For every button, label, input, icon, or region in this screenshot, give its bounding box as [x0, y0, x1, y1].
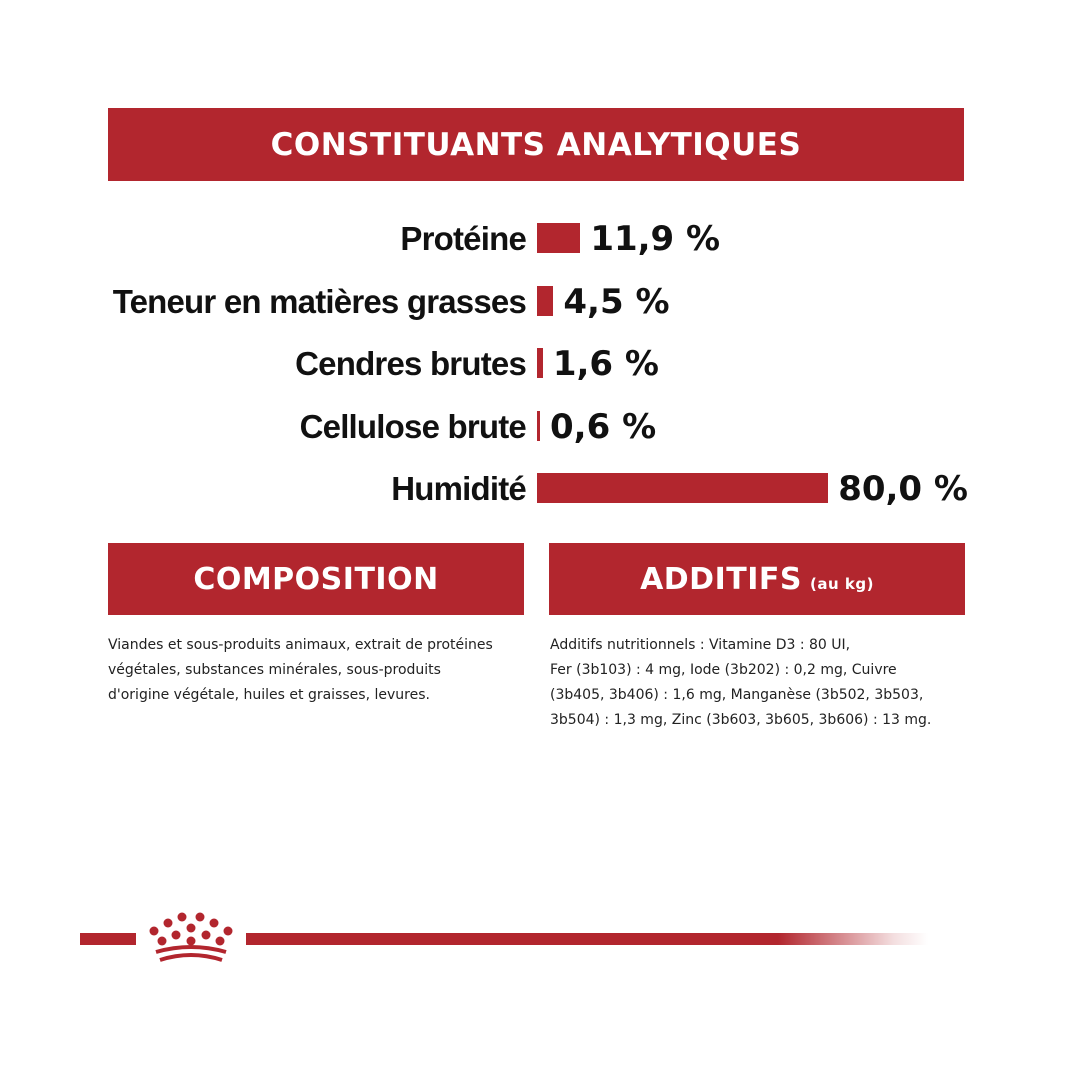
footer-line-left [80, 933, 136, 945]
category-label: Teneur en matières grasses [112, 282, 526, 320]
additives-title: ADDITIFS [640, 561, 802, 597]
chart-row [0, 344, 1080, 384]
category-label: Cellulose brute [299, 407, 526, 445]
category-label: Protéine [400, 220, 526, 257]
analytical-constituents-header [108, 108, 964, 181]
additives-title-unit: (au kg) [809, 575, 874, 593]
category-label: Cendres brutes [295, 345, 526, 382]
chart-row [0, 219, 1080, 259]
composition-line: Viandes et sous-produits animaux, extrait de protéines [108, 637, 493, 653]
value-label: 11,9 % [590, 219, 721, 259]
chart-bar [537, 223, 580, 253]
composition-text [108, 633, 528, 708]
analytical-constituents-title: CONSTITUANTS ANALYTIQUES [270, 126, 802, 163]
additives-line: (3b405, 3b406) : 1,6 mg, Manganèse (3b502, 3b503, [550, 687, 924, 703]
chart-bar [537, 286, 553, 316]
category-label: Humidité [391, 470, 526, 507]
value-label: 0,6 % [550, 406, 657, 447]
additives-header [549, 543, 965, 615]
crown-icon [142, 908, 240, 968]
chart-bar [537, 348, 543, 378]
value-label: 1,6 % [552, 344, 659, 384]
chart-row [0, 469, 1080, 509]
additives-line: Additifs nutritionnels : Vitamine D3 : 80 UI, [550, 637, 851, 653]
chart-row [0, 407, 1080, 447]
composition-header [108, 543, 524, 615]
composition-title: COMPOSITION [193, 561, 439, 597]
additives-text [550, 633, 960, 733]
value-label: 80,0 % [838, 469, 968, 509]
value-label: 4,5 % [563, 281, 670, 322]
additives-line: 3b504) : 1,3 mg, Zinc (3b603, 3b605, 3b606) : 13 mg. [550, 712, 932, 728]
chart-bar [537, 411, 540, 441]
composition-line: d'origine végétale, huiles et graisses, levures. [108, 687, 430, 703]
chart-row [0, 282, 1080, 322]
footer-line-right [246, 933, 928, 945]
chart-bar [537, 473, 828, 503]
composition-line: végétales, substances minérales, sous-produits [108, 662, 441, 678]
additives-line: Fer (3b103) : 4 mg, Iode (3b202) : 0,2 mg, Cuivre [550, 662, 897, 678]
